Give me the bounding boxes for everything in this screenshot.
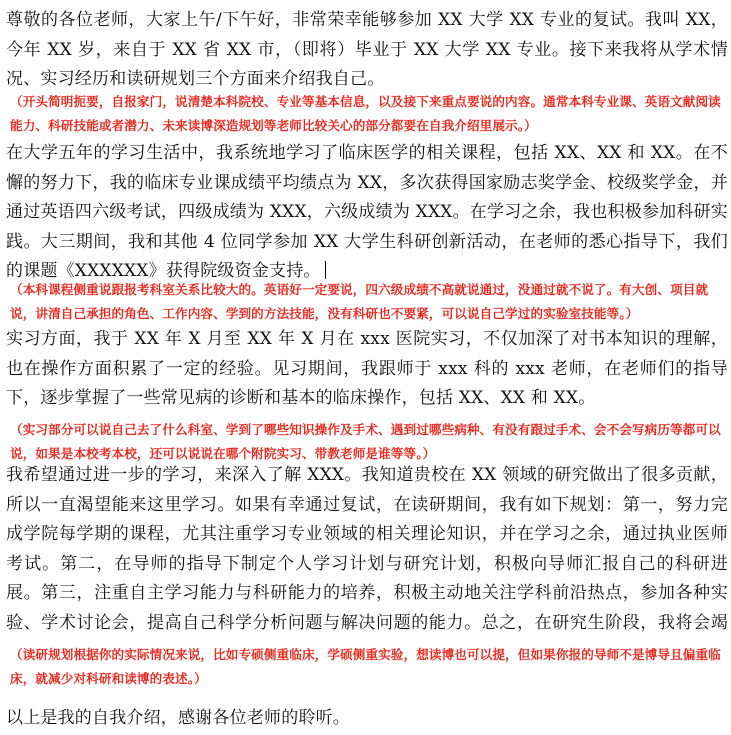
intro-annotation: （开头简明扼要，自报家门，说清楚本科院校、专业等基本信息，以及接下来重点要说的内容。通常本科专业课、英语文献阅读能力、科研技能或者潜力、未来读博深造规划等老师比较关心的部分都要在自我介绍里展示。） (10, 94, 721, 133)
closing-paragraph: 以上是我的自我介绍，感谢各位老师的聆听。 (6, 708, 350, 728)
plan-paragraph: 我希望通过进一步的学习，来深入了解 XXX。我知道贵校在 XX 领域的研究做出了很多贡献，所以一直渴望能来这里学习。如果有幸通过复试，在读研期间，我有如下规划：第一，努力完成学院每学期的课程，尤其注重学习专业领域的相关理论知识，并在学习之余，通过执业医师考试。第二，在导师的指导下制定个人学习计划与研究计划，积极向导师汇报自己的科研进展。第三，注重自主学习能力与科研能力的培养，积极主动地关注学科前沿热点，参加各种实验、学术讨论会，提高自己科学分析问题与解决问题的能力。总之，在研究生阶段，我将会竭 (6, 465, 728, 633)
internship-annotation: （实习部分可以说自己去了什么科室、学到了哪些知识操作及手术、遇到过哪些病种、有没有跟过手术、会不会写病历等都可以说，如果是本校考本校，还可以说说在哪个附院实习、带教老师是谁等等。） (10, 422, 721, 461)
plan-annotation: （读研规划根据你的实际情况来说，比如专硕侧重临床，学硕侧重实验，想读博也可以提，但如果你报的导师不是博导且偏重临床，就减少对科研和读博的表述。） (10, 647, 721, 686)
academic-paragraph: 在大学五年的学习生活中，我系统地学习了临床医学的相关课程，包括 XX、XX 和 XX。在不懈的努力下，我的临床专业课成绩平均绩点为 XX，多次获得国家励志奖学金、校级奖学金，并通过英语四六级考试，四级成绩为 XXX，六级成绩为 XXX。在学习之余，我也积极参加科研实践。大三期间，我和其他 4 位同学参加 XX 大学生科研创新活动，在老师的悉心指导下，我们的课题《XXXXXX》获得院级资金支持。 (6, 143, 728, 281)
internship-paragraph: 实习方面，我于 XX 年 X 月至 XX 年 X 月在 xxx 医院实习，不仅加深了对书本知识的理解，也在操作方面积累了一定的经验。见习期间，我跟师于 xxx 科的 xxx 老师，在老师们的指导下，逐步掌握了一些常见病的诊断和基本的临床操作，包括 XX、XX 和 XX。 (6, 329, 728, 408)
text-cursor (325, 261, 326, 279)
intro-paragraph: 尊敬的各位老师，大家上午/下午好，非常荣幸能够参加 XX 大学 XX 专业的复试。我叫 XX，今年 XX 岁，来自于 XX 省 XX 市，（即将）毕业于 XX 大学 XX 专业。接下来我将从学术情况、实习经历和读研规划三个方面来介绍我自己。 (6, 10, 728, 89)
academic-paragraph-wrapper (6, 139, 728, 287)
academic-annotation: （本科课程侧重说跟报考科室关系比较大的。英语好一定要说，四六级成绩不高就说通过，没通过就不说了。有大创、项目就说，讲清自己承担的角色、工作内容、学到的方法技能，没有科研也不要紧，可以说自己学过的实验室技能等。） (10, 282, 709, 321)
